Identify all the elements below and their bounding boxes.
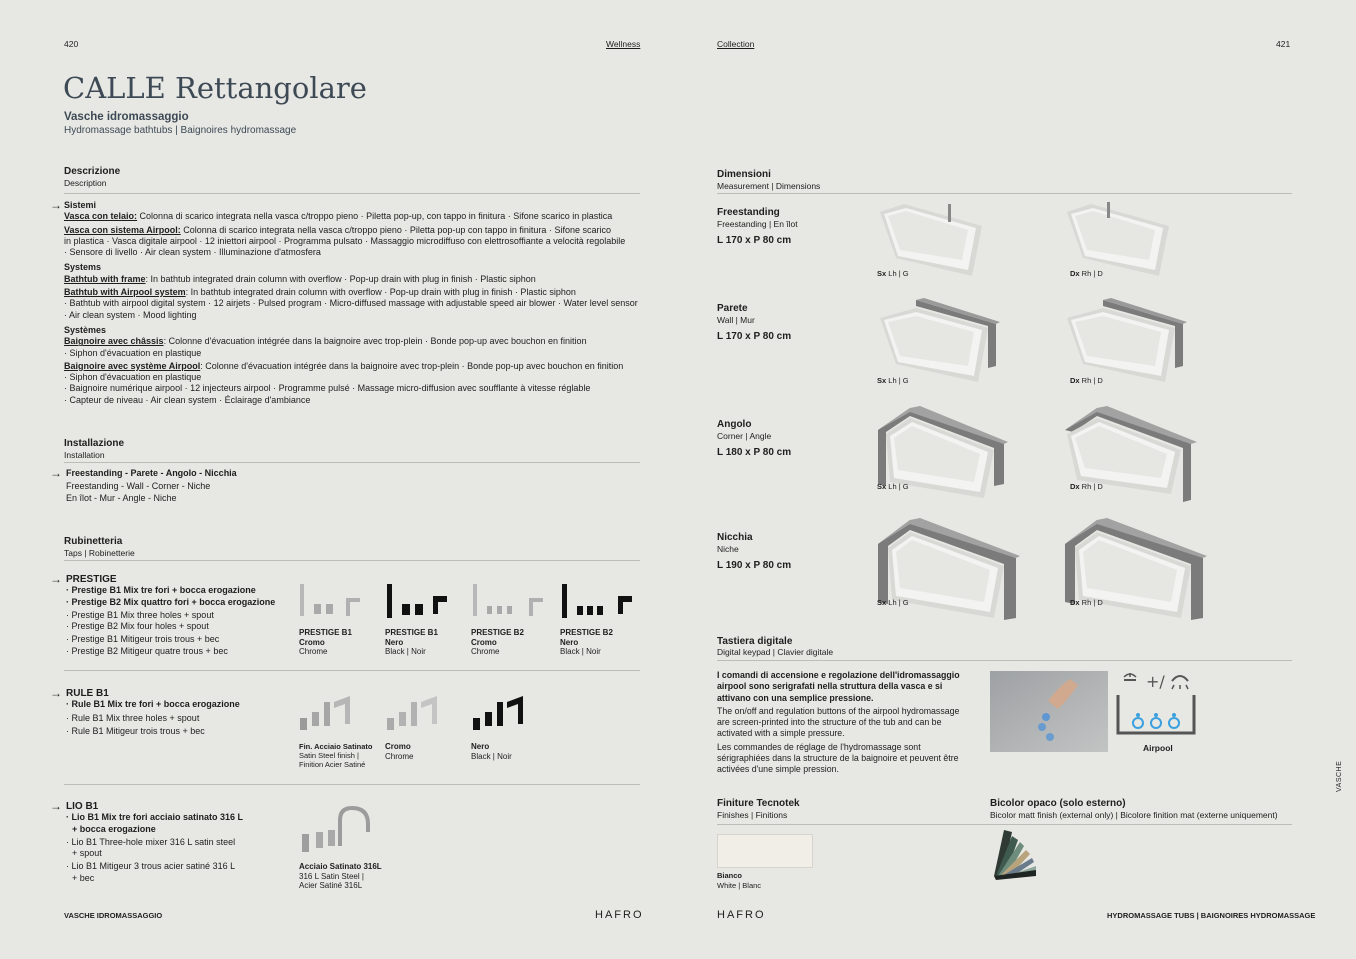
dimension-row-parete: Parete Wall | Mur L 170 x P 80 cm <box>717 303 792 342</box>
tap-image-rule-satin <box>298 688 358 736</box>
systems-it-line3: in plastica · Vasca digitale airpool · 12 iniettori airpool · Programma pulsato · Massaggio microdiffuso con elettrosoffiante a velocità regolabile <box>64 235 626 246</box>
divider <box>717 660 1292 661</box>
brand-logo-left: HAFRO <box>595 909 644 921</box>
systems-it-line2: Vasca con sistema Airpool: Colonna di scarico integrata nella vasca c/troppo pieno · Piletta pop-up con tappo in finitura · Sifone scarico <box>64 224 611 235</box>
side-tab-vasche: VASCHE <box>1336 760 1343 792</box>
systems-en-line2: Bathtub with Airpool system: In bathtub integrated drain column with overflow · Pop-up drain with plug in finish · Plastic siphon <box>64 287 576 298</box>
label-left-hand: Sx Lh | G <box>877 269 909 278</box>
lio-it2: + bocca erogazione <box>72 823 156 834</box>
footer-left-label: VASCHE IDROMASSAGGIO <box>64 911 163 920</box>
systems-en-line1: Bathtub with frame: In bathtub integrated drain column with overflow · Pop-up drain with plug in finish · Plastic siphon <box>64 273 536 284</box>
prestige-en1: · Prestige B1 Mix three holes + spout <box>66 609 214 620</box>
dimension-row-freestanding: Freestanding Freestanding | En îlot L 170 x P 80 cm <box>717 207 798 246</box>
tastiera-en: The on/off and regulation buttons of the airpool hydromassage are screen-printed into the structure of the tub and can be activated with a simple pressure. <box>717 705 960 739</box>
systems-fr-heading: Systèmes <box>64 324 107 335</box>
tap-image-rule-chrome <box>385 688 445 736</box>
systems-en-line4: · Air clean system · Mood lighting <box>64 309 197 320</box>
arrow-right-icon: → <box>50 572 62 586</box>
systems-it-heading: Sistemi <box>64 200 97 210</box>
tap-label: PRESTIGE B1 Cromo Chrome <box>299 628 352 656</box>
descrizione-title: Descrizione <box>64 166 121 177</box>
tap-image-lio <box>300 806 374 856</box>
rubinetteria-subtitle: Taps | Robinetterie <box>64 548 135 558</box>
lio-en2: + spout <box>72 848 102 859</box>
prestige-fr2: · Prestige B2 Mitigeur quatre trous + bec <box>66 645 228 656</box>
tap-label: Cromo Chrome <box>385 742 414 761</box>
label-left-hand: Sx Lh | G <box>877 376 909 385</box>
divider <box>64 193 640 194</box>
systems-fr-line2: · Siphon d'évacuation en plastique <box>64 347 202 358</box>
tap-label: PRESTIGE B1 Nero Black | Noir <box>385 628 438 656</box>
systems-fr-line5: · Baignoire numérique airpool · 12 injecteurs airpool · Programme pulsé · Massage micro-diffusion avec soufflante à vitesse réglable <box>64 383 591 394</box>
keypad-photo <box>990 671 1108 752</box>
tastiera-text <box>717 670 962 776</box>
arrow-right-icon: → <box>50 466 62 480</box>
installazione-title: Installazione <box>64 438 125 449</box>
tastiera-it: I comandi di accensione e regolazione dell'idromassaggio airpool sono serigrafati nella struttura della vasca e si attivano con una semplice pressione. <box>717 670 960 703</box>
swatch-label: Bianco White | Blanc <box>717 871 762 890</box>
installation-it: Freestanding - Parete - Angolo - Nicchia <box>66 468 237 478</box>
tap-label: PRESTIGE B2 Nero Black | Noir <box>560 628 613 656</box>
systems-block <box>64 200 644 406</box>
label-left-hand: Sx Lh | G <box>877 482 909 491</box>
subtitle-it: Vasche idromassaggio <box>64 111 189 123</box>
divider <box>64 560 640 561</box>
systems-fr-line6: · Capteur de niveau · Air clean system · Éclairage d'ambiance <box>64 394 311 405</box>
tap-image-prestige-b2-black <box>560 582 640 622</box>
dimensioni-subtitle: Measurement | Dimensions <box>717 181 821 191</box>
tap-label: Nero Black | Noir <box>471 742 512 761</box>
tastiera-title: Tastiera digitale <box>717 636 793 647</box>
dimension-row-angolo: Angolo Corner | Angle L 180 x P 80 cm <box>717 419 792 458</box>
systems-fr-line3: Baignoire avec système Airpool: Colonne d'évacuation intégrée dans la baignoire avec trop-plein · Bonde pop-up avec bouchon en finition <box>64 360 624 371</box>
footer-right-label: HYDROMASSAGE TUBS | BAIGNOIRES HYDROMASSAGE <box>1107 911 1316 920</box>
airpool-icon <box>1116 671 1198 741</box>
lio-en1: · Lio B1 Three-hole mixer 316 L satin steel <box>66 836 236 847</box>
finiture-subtitle: Finishes | Finitions <box>717 810 788 820</box>
divider <box>717 193 1292 194</box>
tap-label: Fin. Acciaio Satinato Satin Steel finish | Finition Acier Satiné <box>299 742 373 769</box>
lio-fr2: + bec <box>72 872 95 883</box>
brand-logo-right: HAFRO <box>717 909 766 921</box>
systems-fr-line1: Baignoire avec châssis: Colonne d'évacuation intégrée dans la baignoire avec trop-plein · Bonde pop-up avec bouchon en finition <box>64 336 587 347</box>
prestige-it2: · Prestige B2 Mix quattro fori + bocca erogazione <box>66 596 276 607</box>
page-number-right: 421 <box>1276 39 1291 49</box>
subtitle-en-fr: Hydromassage bathtubs | Baignoires hydromassage <box>64 125 297 136</box>
dimension-row-nicchia: Nicchia Niche L 190 x P 80 cm <box>717 532 792 571</box>
installazione-subtitle: Installation <box>64 450 105 460</box>
rubinetteria-title: Rubinetteria <box>64 536 123 547</box>
arrow-right-icon: → <box>50 198 62 212</box>
installation-en: Freestanding - Wall - Corner - Niche <box>66 481 211 492</box>
divider <box>64 462 640 463</box>
label-right-hand: Dx Rh | D <box>1070 482 1103 491</box>
systems-en-line3: · Bathtub with airpool digital system · 12 airjets · Pulsed program · Micro-diffused massage with adjustable speed air blower · Water level sensor <box>64 298 638 309</box>
prestige-list <box>66 574 275 657</box>
finiture-title: Finiture Tecnotek <box>717 798 800 809</box>
label-left-hand: Sx Lh | G <box>877 598 909 607</box>
rule-it1: · Rule B1 Mix tre fori + bocca erogazione <box>66 699 240 710</box>
tap-image-prestige-b1-chrome <box>298 582 368 622</box>
label-right-hand: Dx Rh | D <box>1070 376 1103 385</box>
prestige-it1: · Prestige B1 Mix tre fori + bocca erogazione <box>66 585 256 596</box>
page-title: CALLE Rettangolare <box>63 71 367 105</box>
rule-fr1: · Rule B1 Mitigeur trois trous + bec <box>66 725 205 736</box>
section-link-wellness[interactable]: Wellness <box>606 39 641 49</box>
systems-en-heading: Systems <box>64 262 102 273</box>
lio-it1: · Lio B1 Mix tre fori acciaio satinato 316 L <box>66 812 244 823</box>
installation-list <box>66 468 237 504</box>
swatch-bianco[interactable] <box>717 834 813 868</box>
lio-heading: LIO B1 <box>66 801 99 812</box>
divider <box>717 824 1292 825</box>
rule-list <box>66 688 240 737</box>
installation-fr: En îlot - Mur - Angle - Niche <box>66 492 177 503</box>
tastiera-subtitle: Digital keypad | Clavier digitale <box>717 647 834 657</box>
tap-image-prestige-b1-black <box>385 582 455 622</box>
prestige-heading: PRESTIGE <box>66 574 117 585</box>
lio-fr1: · Lio B1 Mitigeur 3 trous acier satiné 316 L <box>66 861 236 872</box>
tap-image-rule-black <box>471 688 531 736</box>
tap-image-prestige-b2-chrome <box>471 582 551 622</box>
label-right-hand: Dx Rh | D <box>1070 598 1103 607</box>
svg-text:+/: +/ <box>1146 672 1165 691</box>
arrow-right-icon: → <box>50 799 62 813</box>
label-right-hand: Dx Rh | D <box>1070 269 1103 278</box>
page-number-left: 420 <box>64 39 79 49</box>
bicolor-subtitle: Bicolor matt finish (external only) | Bicolore finition mat (externe uniquement) <box>990 810 1278 820</box>
tap-label: PRESTIGE B2 Cromo Chrome <box>471 628 524 656</box>
systems-fr-line4: · Siphon d'évacuation en plastique <box>64 372 202 383</box>
section-link-collection[interactable]: Collection <box>717 39 755 49</box>
prestige-en2: · Prestige B2 Mix four holes + spout <box>66 621 209 632</box>
prestige-fr1: · Prestige B1 Mitigeur trois trous + bec <box>66 634 220 645</box>
airpool-label: Airpool <box>1143 743 1173 753</box>
lio-list <box>66 801 243 884</box>
tastiera-fr: Les commandes de réglage de l'hydromassage sont sérigraphiées dans la structure de la baignoire et peuvent être activées d'une simple pression. <box>717 741 959 775</box>
divider <box>64 670 640 671</box>
dimensioni-title: Dimensioni <box>717 169 771 180</box>
arrow-right-icon: → <box>50 686 62 700</box>
divider <box>64 784 640 785</box>
systems-it-line4: · Sensore di livello · Air clean system · Illuminazione d'atmosfera <box>64 247 321 258</box>
rule-heading: RULE B1 <box>66 688 109 699</box>
rule-en1: · Rule B1 Mix three holes + spout <box>66 712 200 723</box>
bicolor-color-fan <box>990 826 1042 880</box>
descrizione-subtitle: Description <box>64 178 107 188</box>
tap-label: Acciaio Satinato 316L 316 L Satin Steel | Acier Satiné 316L <box>299 862 382 890</box>
systems-it-line1: Vasca con telaio: Colonna di scarico integrata nella vasca c/troppo pieno · Piletta pop-up, con tappo in finitura · Sifone scarico in plastica <box>64 211 613 222</box>
bicolor-title: Bicolor opaco (solo esterno) <box>990 798 1126 809</box>
